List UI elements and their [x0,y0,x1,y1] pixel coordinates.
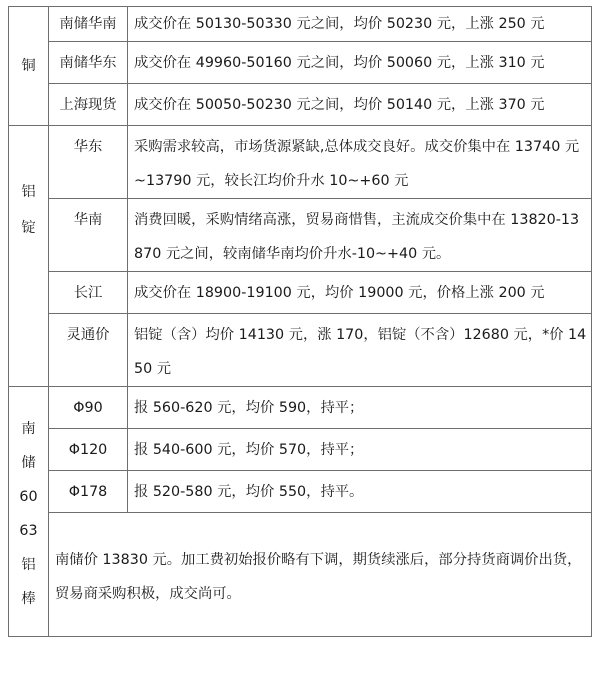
rod-row-3 [9,471,592,513]
aluminum-market-name: 长江 [49,272,128,314]
aluminum-market-desc: 成交价在 18900-19100 元，均价 19000 元，价格上涨 200 元 [128,272,592,314]
rod-label-char: 铝 [21,556,36,573]
rod-label-char: 棒 [21,590,36,607]
rod-spec-name: Φ90 [49,387,128,429]
aluminum-market-desc: 铝锭（含）均价 14130 元，涨 170，铝锭（不含）12680 元，*价 1450 元 [128,314,592,387]
aluminum-row-3 [9,272,592,314]
aluminum-market-name: 华东 [49,126,128,199]
copper-market-name: 上海现货 [49,84,128,126]
copper-market-desc: 成交价在 49960-50160 元之间，均价 50060 元，上涨 310 元 [128,42,592,84]
rod-spec-name: Φ178 [49,471,128,513]
rod-spec-name: Φ120 [49,429,128,471]
aluminum-row-1 [9,126,592,199]
copper-market-desc: 成交价在 50050-50230 元之间，均价 50140 元，上涨 370 元 [128,84,592,126]
rod-label-char: 63 [19,522,38,539]
rod-spec-desc: 报 560-620 元，均价 590，持平； [128,387,592,429]
copper-market-desc: 成交价在 50130-50330 元之间，均价 50230 元，上涨 250 元 [128,7,592,42]
aluminum-market-name: 灵通价 [49,314,128,387]
rod-spec-desc: 报 520-580 元，均价 550，持平。 [128,471,592,513]
aluminum-category-label [9,126,49,387]
copper-row-2 [9,42,592,84]
aluminum-market-desc: 消费回暖，采购情绪高涨，贸易商惜售，主流成交价集中在 13820-13870 元之间，较南储华南均价升水-10~+40 元。 [128,199,592,272]
aluminum-market-desc: 采购需求较高，市场货源紧缺,总体成交良好。成交价集中在 13740 元~13790 元，较长江均价升水 10~+60 元 [128,126,592,199]
copper-market-name: 南储华东 [49,42,128,84]
aluminum-label-char: 锭 [21,220,36,236]
rod-summary-note: 南储价 13830 元。加工费初始报价略有下调，期货续涨后，部分持货商调价出货，贸易商采购积极，成交尚可。 [49,513,592,637]
rod-label-char: 南 [21,420,36,437]
copper-row-3 [9,84,592,126]
rod-category-label [9,387,49,637]
rod-label-char: 60 [19,488,38,505]
aluminum-market-name: 华南 [49,199,128,272]
rod-label-char: 储 [21,454,36,471]
aluminum-row-2 [9,199,592,272]
aluminum-row-4 [9,314,592,387]
copper-category-label: 铜 [9,7,49,126]
rod-row-2 [9,429,592,471]
rod-spec-desc: 报 540-600 元，均价 570，持平； [128,429,592,471]
price-table [8,6,592,637]
copper-row-1 [9,7,592,42]
copper-market-name: 南储华南 [49,7,128,42]
rod-note-row [9,513,592,637]
aluminum-label-char: 铝 [21,184,36,200]
rod-row-1 [9,387,592,429]
